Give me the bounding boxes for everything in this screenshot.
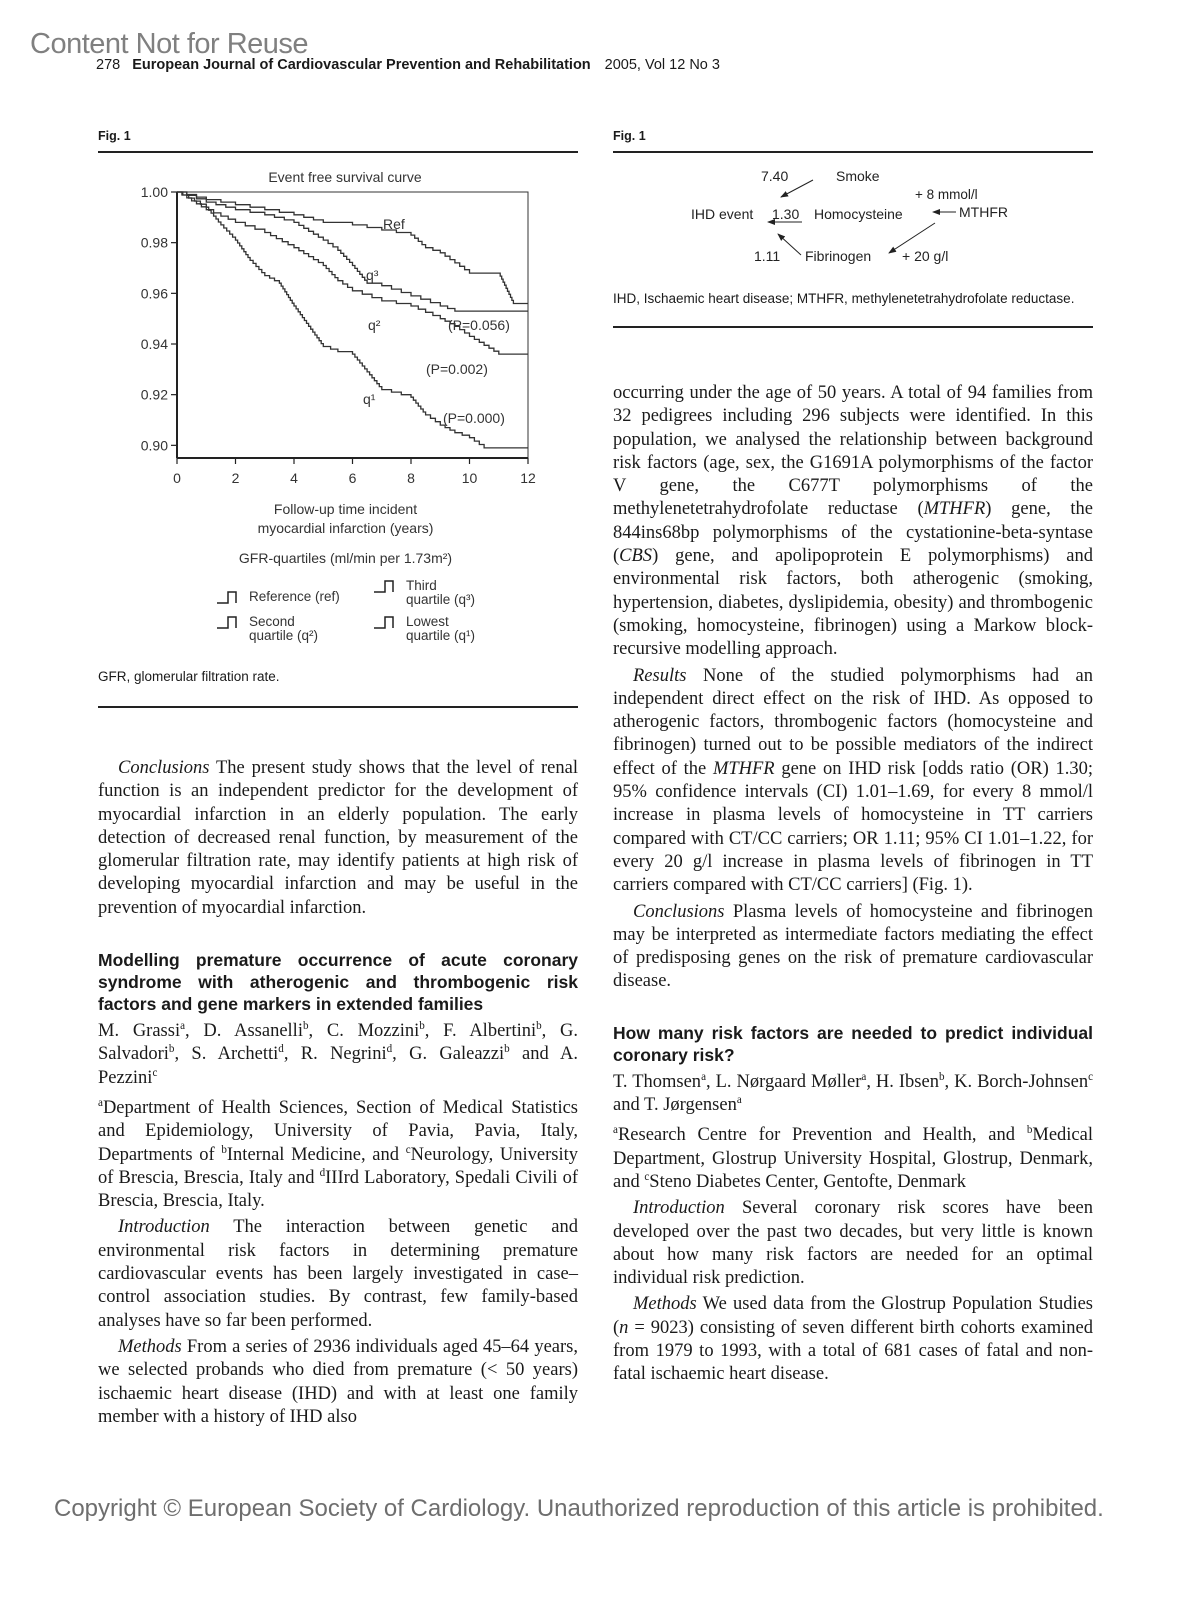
- methods-paragraph: [613, 1293, 1093, 1386]
- running-head: [96, 57, 720, 73]
- figure-label: Fig. 1: [98, 129, 131, 143]
- y-tick-label: 0.94: [140, 336, 168, 352]
- figure-label: Fig. 1: [613, 129, 646, 143]
- fibrinogen-odds-ratio: 1.11: [754, 248, 781, 264]
- homocysteine-odds-ratio: 1.30: [772, 206, 800, 222]
- author-list: T. Thomsen$^a$, L. Nørgaard Møller$^a$, H. Ibsen$^b$, K. Borch-Johnsen$^c$ and T. Jørgensen$^a$: [613, 1070, 1094, 1116]
- p-value-q2: (P=0.002): [426, 361, 488, 377]
- author-name: K. Borch-Johnsen: [954, 1071, 1089, 1092]
- author-name: T. Thomsen: [613, 1071, 702, 1092]
- author-name: T. Jørgensen: [644, 1095, 737, 1116]
- legend-label-line2: quartile (q¹): [406, 628, 476, 643]
- left-figure-footer: [98, 668, 578, 708]
- x-tick-label: 0: [173, 470, 181, 486]
- affiliations: [613, 1124, 1093, 1194]
- affiliation-marker: a: [613, 1124, 618, 1137]
- legend-label: Lowest: [406, 614, 449, 629]
- paragraph-text: We used data from the Glostrup Population Studies (: [613, 1294, 1093, 1338]
- affiliation-marker: d: [386, 1043, 393, 1056]
- right-figure-header: [613, 129, 1093, 153]
- abstract-title: How many risk factors are needed to predict individual coronary risk?: [613, 1022, 1093, 1065]
- affiliation-marker: c: [152, 1066, 158, 1079]
- x-tick-label: 6: [348, 470, 357, 486]
- affiliation-marker: a: [180, 1019, 186, 1032]
- author-name: S. Archetti: [191, 1044, 279, 1065]
- affiliation-text: Internal Medicine, and: [226, 1144, 406, 1165]
- chart-title: Event free survival curve: [268, 169, 422, 185]
- paragraph-text: = 9023) consisting of seven different birth cohorts examined from 1979 to 1993, with a total of 681 cases of fatal and non-fatal ischaemic heart disease.: [613, 1317, 1093, 1385]
- x-tick-label: 12: [520, 470, 536, 486]
- figure-top-rule: [613, 151, 1093, 153]
- introduction-paragraph: [613, 1197, 1093, 1290]
- author-name: F. Albertini: [443, 1021, 537, 1042]
- homocysteine-node: Homocysteine: [814, 206, 903, 222]
- right-column-text: [613, 382, 1093, 1387]
- section-keyword: Introduction: [633, 1198, 725, 1219]
- author-name: D. Assanelli: [203, 1021, 303, 1042]
- paragraph-text: Several coronary risk scores have been developed over the past two decades, but very little is known about how many risk factors are needed for an optimal individual risk prediction.: [613, 1198, 1093, 1289]
- affiliation-marker: d: [319, 1166, 326, 1179]
- curve-label-ref: Ref: [383, 216, 405, 232]
- variable: n: [619, 1317, 629, 1338]
- watermark: Content Not for Reuse: [30, 28, 309, 60]
- legend-label: Third: [406, 578, 437, 593]
- y-tick-label: 0.98: [140, 234, 168, 251]
- path-diagram: [613, 160, 1093, 270]
- step-line-icon: [216, 590, 246, 604]
- figure-bottom-rule: [613, 326, 1093, 328]
- section-keyword: Conclusions: [118, 758, 210, 778]
- section-keyword: Methods: [633, 1294, 697, 1315]
- paragraph-text: occurring under the age of 50 years. A total of 94 families from 32 pedigrees including 296 subjects were identified. In this population, we analysed the relationship between background risk factors (age, sex, the G1691A polymorphisms of the factor V gene, the C677T polymorphisms of the methylenetetrahydrofolate reductase (: [613, 383, 1093, 520]
- curve-label-q1: q¹: [363, 391, 376, 407]
- page-number: 278: [96, 57, 121, 73]
- affiliation-marker: b: [504, 1043, 510, 1056]
- affiliation-marker: a: [736, 1093, 742, 1106]
- x-tick-label: 10: [461, 470, 478, 486]
- affiliation-marker: c: [405, 1143, 411, 1156]
- left-figure-header: [98, 129, 578, 153]
- figure-caption: IHD, Ischaemic heart disease; MTHFR, methylenetetrahydrofolate reductase.: [613, 291, 1075, 306]
- x-axis-label-line1: Follow-up time incident: [273, 501, 418, 517]
- legend-item-q3: [373, 579, 475, 607]
- copyright-notice: Copyright © European Society of Cardiology. Unauthorized reproduction of this article is prohibited.: [54, 1495, 1104, 1522]
- affiliation-text: IIIrd Laboratory, Spedali Civili of Brescia, Brescia, Italy.: [98, 1167, 578, 1212]
- introduction-paragraph: [98, 1216, 578, 1332]
- x-tick-label: 8: [407, 470, 415, 486]
- legend-title: GFR-quartiles (ml/min per 1.73m²): [238, 550, 453, 566]
- affiliation-marker: c: [1088, 1070, 1094, 1083]
- x-tick-label: 4: [290, 470, 298, 486]
- legend-item-ref: [216, 590, 340, 604]
- affiliation-marker: b: [938, 1070, 945, 1083]
- affiliation-marker: b: [221, 1143, 227, 1156]
- legend-label: Second: [249, 614, 295, 629]
- y-tick-label: 0.96: [140, 285, 168, 302]
- legend-label: Reference (ref): [249, 589, 340, 604]
- author-name: M. Grassi: [98, 1021, 181, 1042]
- affiliation-marker: a: [701, 1070, 706, 1083]
- homocysteine-increment: + 8 mmol/l: [915, 187, 978, 202]
- affiliation-marker: a: [861, 1070, 867, 1083]
- p-value-q1: (P=0.000): [443, 410, 505, 426]
- affiliation-marker: b: [302, 1019, 309, 1032]
- smoke-odds-ratio: 7.40: [761, 168, 789, 184]
- paragraph-text: gene on IHD risk [odds ratio (OR) 1.30; 95% confidence intervals (CI) 1.01–1.69, for every 8 mmol/l increase in plasma levels of homocysteine in TT carriers compared with CT/CC carriers; OR 1.11; 95% CI 1.01–1.22, for every 20 g/l increase in plasma levels of fibrinogen in TT carriers compared with CT/CC carriers] (Fig. 1).: [613, 758, 1093, 896]
- author-name: G. Salvadori: [98, 1021, 579, 1065]
- right-figure-footer: [613, 290, 1093, 328]
- author-name: A. Pezzini: [98, 1044, 579, 1088]
- mthfr-node: MTHFR: [959, 204, 1008, 220]
- figure-top-rule: [98, 151, 578, 153]
- journal-title: European Journal of Cardiovascular Prevention and Rehabilitation: [132, 57, 591, 73]
- affiliation-marker: b: [419, 1019, 425, 1032]
- fibrinogen-node: Fibrinogen: [805, 248, 872, 264]
- author-name: C. Mozzini: [326, 1021, 420, 1042]
- gene-name: MTHFR: [923, 499, 986, 520]
- methods-paragraph: [98, 1336, 578, 1429]
- left-column-text: [98, 757, 578, 1429]
- gene-name: MTHFR: [712, 758, 775, 779]
- x-axis-label-line2: myocardial infarction (years): [257, 520, 434, 536]
- p-value-q3: (P=0.056): [448, 317, 510, 333]
- smoke-node: Smoke: [836, 168, 880, 184]
- ihd-event-node: IHD event: [691, 206, 754, 222]
- chart-legend: [98, 162, 578, 652]
- paragraph-text: None of the studied polymorphisms had an independent direct effect on the risk of IHD. As opposed to atherogenic factors, thrombogenic factors (homocysteine and fibrinogen) turned out to be possible mediators of the indirect effect of the: [613, 665, 1093, 779]
- results-paragraph: [613, 665, 1093, 898]
- affiliation-marker: b: [1026, 1124, 1033, 1137]
- x-tick-label: 2: [231, 470, 240, 486]
- author-name: R. Negrini: [300, 1044, 387, 1065]
- affiliation-text: Steno Diabetes Center, Gentofte, Denmark: [649, 1171, 967, 1192]
- affiliation-text: Research Centre for Prevention and Health, and: [617, 1125, 1027, 1146]
- conclusions-paragraph: [98, 757, 578, 920]
- legend-item-q1: [373, 615, 475, 643]
- affiliation-marker: b: [168, 1043, 175, 1056]
- y-tick-label: 0.90: [140, 437, 168, 454]
- affiliation-marker: a: [98, 1096, 103, 1109]
- y-tick-label: 0.92: [140, 386, 168, 403]
- legend-item-q2: [216, 615, 318, 643]
- author-name: L. Nørgaard Møller: [715, 1071, 862, 1092]
- survival-chart: [98, 162, 578, 652]
- step-line-icon: [373, 579, 403, 593]
- figure-bottom-rule: [98, 706, 578, 708]
- gene-name: CBS: [619, 546, 653, 567]
- paragraph-text: Plasma levels of homocysteine and fibrinogen may be interpreted as intermediate factors mediating the effect of predisposing genes on the risk of premature cardiovascular disease.: [613, 901, 1093, 992]
- journal-issue: 2005, Vol 12 No 3: [604, 57, 720, 73]
- paragraph-text: ) gene, and apolipoprotein E polymorphisms) and environmental risk factors, both atherogenic (smoking, hypertension, diabetes, dyslipidemia, obesity) and thrombogenic (smoking, homocysteine, fibrinogen) using a Markow block-recursive modelling approach.: [613, 546, 1093, 660]
- affiliation-marker: c: [644, 1170, 650, 1183]
- step-line-icon: [216, 615, 246, 629]
- affiliation-marker: d: [278, 1043, 284, 1056]
- legend-label-line2: quartile (q³): [406, 592, 476, 607]
- fibrinogen-increment: + 20 g/l: [902, 248, 949, 264]
- paragraph-text: From a series of 2936 individuals aged 45–64 years, we selected probands who died from premature (< 50 years) ischaemic heart disease (IHD) and with at least one family member with a history of IHD also: [98, 1336, 578, 1427]
- step-line-icon: [373, 615, 403, 629]
- section-keyword: Conclusions: [633, 901, 725, 922]
- curve-label-q2: q²: [368, 317, 381, 333]
- legend-label-line2: quartile (q²): [249, 628, 319, 643]
- affiliation-marker: b: [536, 1019, 542, 1032]
- conclusions-paragraph: [613, 901, 1093, 994]
- section-keyword: Results: [633, 665, 687, 686]
- section-keyword: Methods: [118, 1336, 182, 1357]
- figure-caption: GFR, glomerular filtration rate.: [98, 669, 280, 684]
- paragraph-text: The present study shows that the level of renal function is an independent predictor for the development of myocardial infarction in an elderly population. The early detection of decreased renal function, by measurement of the glomerular filtration rate, may identify patients at high risk of developing myocardial infarction and may be useful in the prevention of myocardial infarction.: [98, 758, 578, 918]
- affiliations: [98, 1097, 578, 1213]
- affiliation-text: Medical Department, Glostrup University Hospital, Glostrup, Denmark, and: [613, 1125, 1093, 1192]
- curve-label-q3: q³: [366, 267, 379, 283]
- affiliation-text: Neurology, University of Brescia, Brescia, Italy and: [98, 1144, 579, 1188]
- y-tick-label: 1.00: [140, 184, 168, 200]
- author-list: M. Grassi$^a$, D. Assanelli$^b$, C. Mozzini$^b$, F. Albertini$^b$, G. Salvadori$^b$, S. Archetti$^d$, R. Negrini$^d$, G. Galeazzi$^b$ and A. Pezzini$^c$: [98, 1019, 579, 1088]
- methods-continued-paragraph: [613, 382, 1093, 662]
- affiliation-text: Department of Health Sciences, Section of Medical Statistics and Epidemiology, University of Pavia, Pavia, Italy, Departments of: [98, 1097, 578, 1165]
- author-name: G. Galeazzi: [409, 1044, 505, 1065]
- author-name: H. Ibsen: [875, 1071, 939, 1092]
- abstract-title: Modelling premature occurrence of acute coronary syndrome with atherogenic and thrombogenic risk factors and gene markers in extended families: [98, 950, 578, 1015]
- section-keyword: Introduction: [118, 1217, 210, 1238]
- paragraph-text: ) gene, the 844ins68bp polymorphisms of the cystationine-beta-syntase (: [613, 499, 1093, 567]
- paragraph-text: The interaction between genetic and environmental risk factors in determining premature cardiovascular events has been largely investigated in case–control association studies. By contrast, few family-based analyses have so far been performed.: [98, 1217, 578, 1331]
